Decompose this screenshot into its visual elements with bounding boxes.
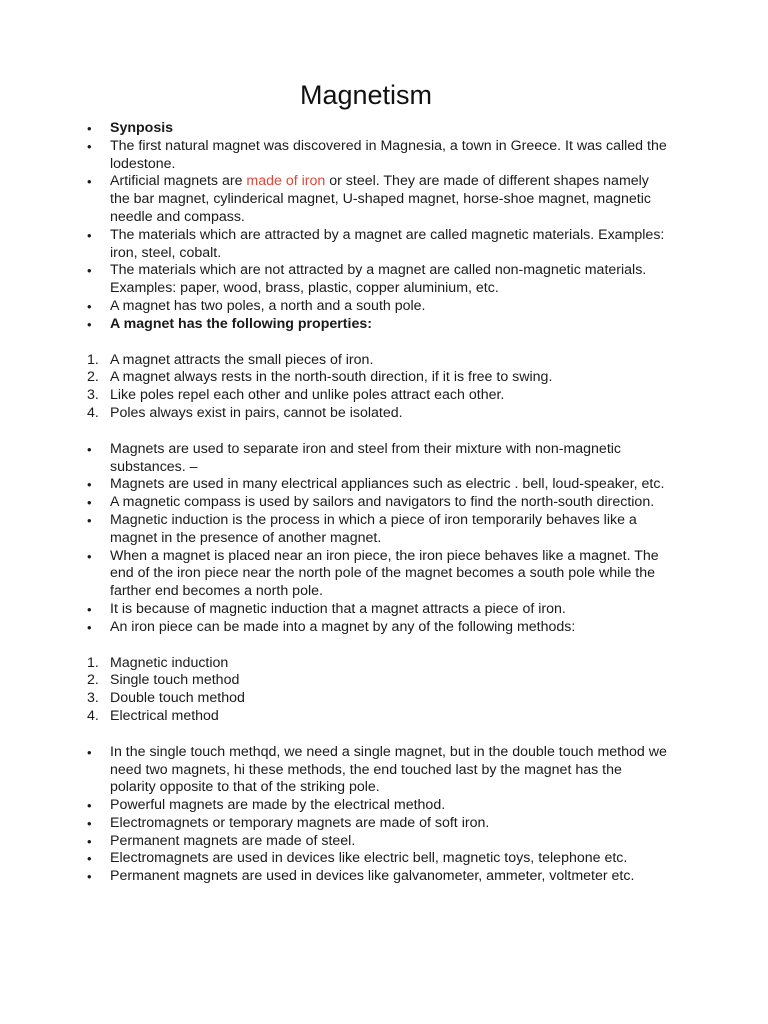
synopsis-heading: Synposis	[110, 120, 174, 136]
highlighted-text: made of iron	[246, 173, 326, 190]
properties-list	[87, 351, 670, 423]
list-item-text: Poles always exist in pairs, cannot be isolated.	[110, 404, 403, 421]
properties-heading: A magnet has the following properties:	[110, 315, 372, 332]
list-item	[110, 173, 670, 226]
numbered-item	[87, 404, 670, 423]
list-item: • The first natural magnet was discovered in Magnesia, a town in Greece. It was called the lodestone.	[110, 138, 670, 174]
list-item-text: Like poles repel each other and unlike poles attract each other.	[110, 387, 505, 404]
list-item-text: Electrical method	[110, 707, 219, 724]
item-number: 3.	[87, 387, 99, 404]
list-item: • When a magnet is placed near an iron piece, the iron piece behaves like a magnet. The end of the iron piece near the north pole of the magnet becomes a south pole while the farther end becomes a north pole.	[110, 548, 670, 601]
spacer	[110, 423, 670, 441]
spacer	[110, 637, 670, 655]
list-item: • In the single touch methqd, we need a single magnet, but in the double touch method we need two magnets, hi these methods, the end touched last by the magnet has the polarity opposite to that of the striking pole.	[110, 744, 670, 797]
numbered-item	[87, 351, 670, 370]
page-title: Magnetism	[299, 80, 433, 110]
list-item: • Electromagnets or temporary magnets are made of soft iron.	[110, 815, 670, 833]
item-number: 2.	[87, 672, 99, 689]
list-item: • Magnetic induction is the process in which a piece of iron temporarily behaves like a magnet in the presence of another magnet.	[110, 512, 670, 548]
list-item-text: Double touch method	[110, 690, 245, 707]
list-item: • Powerful magnets are made by the electrical method.	[110, 797, 670, 815]
list-item	[110, 120, 670, 138]
list-item: • The materials which are not attracted by a magnet are called non-magnetic materials. Examples: paper, wood, brass, plastic, copper aluminium, etc.	[110, 262, 670, 298]
numbered-item	[87, 690, 670, 708]
list-item: • A magnet has two poles, a north and a south pole.	[110, 298, 670, 316]
list-item: • Electromagnets are used in devices like electric bell, magnetic toys, telephone etc.	[110, 850, 670, 868]
list-item: • The materials which are attracted by a magnet are called magnetic materials. Examples: iron, steel, cobalt.	[110, 227, 670, 263]
facts-list	[110, 744, 670, 886]
item-number: 4.	[87, 404, 99, 421]
list-item-text: A magnet always rests in the north-south direction, if it is free to swing.	[110, 369, 553, 386]
numbered-item	[87, 654, 670, 673]
list-item-text: A magnet attracts the small pieces of iron.	[110, 351, 374, 368]
list-item-text: Magnetic induction	[110, 654, 229, 671]
list-item: • It is because of magnetic induction that a magnet attracts a piece of iron.	[110, 601, 670, 619]
numbered-item	[87, 387, 670, 405]
methods-list	[87, 654, 670, 726]
list-item-text: or steel. They are made of different shapes namely the bar magnet, cylinderical magnet, U-shaped magnet, horse-shoe magnet, magnetic needle and compass.	[110, 173, 651, 225]
document-body	[87, 120, 670, 886]
list-item: • A magnetic compass is used by sailors and navigators to find the north-south direction.	[110, 494, 670, 512]
numbered-item	[87, 707, 670, 726]
numbered-item	[87, 369, 670, 387]
list-item: • Magnets are used to separate iron and steel from their mixture with non-magnetic substances. –	[110, 441, 670, 477]
item-number: 3.	[87, 690, 99, 707]
list-item-text: Single touch method	[110, 672, 240, 689]
item-number: 2.	[87, 369, 99, 386]
list-item: • An iron piece can be made into a magnet by any of the following methods:	[110, 619, 670, 637]
spacer	[110, 334, 670, 352]
item-number: 4.	[87, 707, 99, 724]
numbered-item	[87, 672, 670, 690]
list-item: • Magnets are used in many electrical appliances such as electric . bell, loud-speaker, etc.	[110, 476, 670, 494]
uses-list	[110, 441, 670, 637]
item-number: 1.	[87, 654, 99, 671]
spacer	[110, 726, 670, 744]
list-item-text: Artificial magnets are	[110, 173, 247, 190]
item-number: 1.	[87, 351, 99, 368]
list-item: • Permanent magnets are used in devices like galvanometer, ammeter, voltmeter etc.	[110, 868, 670, 886]
synopsis-list	[110, 120, 670, 334]
list-item	[110, 316, 670, 334]
list-item: • Permanent magnets are made of steel.	[110, 833, 670, 851]
